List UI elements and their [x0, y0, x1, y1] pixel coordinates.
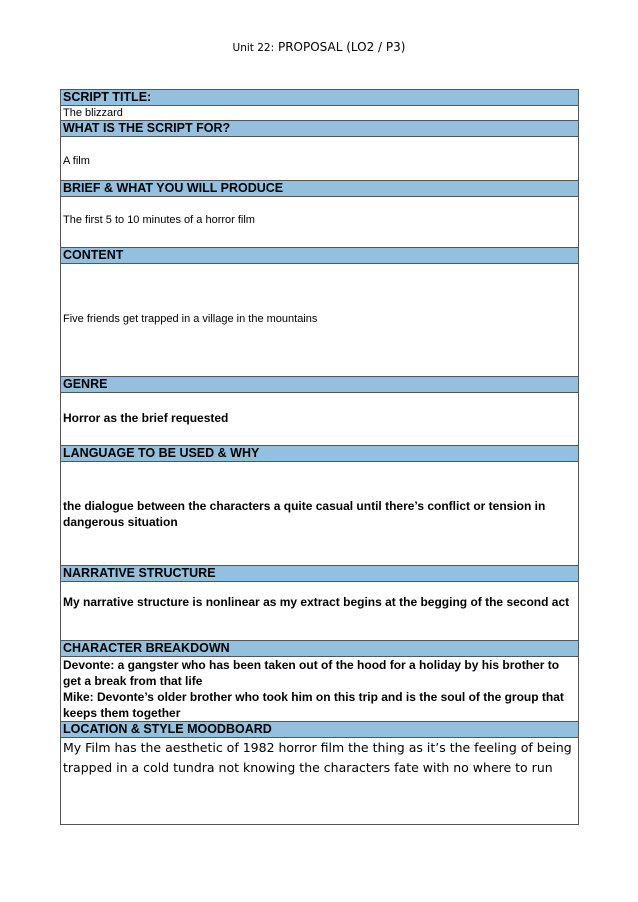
- unit-label: Unit 22:: [232, 42, 275, 54]
- section-heading-content: CONTENT: [61, 248, 579, 264]
- character-line-mike: Mike: Devonte’s older brother who took him on this trip and is the soul of the group that keeps them together: [63, 690, 564, 720]
- language-text: the dialogue between the characters a quite casual until there’s conflict or tension in dangerous situation: [63, 499, 546, 529]
- section-content-content: [61, 264, 579, 377]
- brief-text: The first 5 to 10 minutes of a horror film: [63, 214, 255, 226]
- script-for-text: A film: [63, 155, 90, 167]
- section-content-script-title: [61, 106, 579, 121]
- section-content-narrative: [61, 582, 579, 641]
- section-content-character: [61, 657, 579, 722]
- script-title-text: The blizzard: [63, 107, 123, 119]
- page-header: [0, 40, 638, 54]
- section-content-brief: [61, 197, 579, 248]
- section-heading-narrative: NARRATIVE STRUCTURE: [61, 566, 579, 582]
- section-heading-location: LOCATION & STYLE MOODBOARD: [61, 722, 579, 738]
- section-heading-character: CHARACTER BREAKDOWN: [61, 641, 579, 657]
- section-content-genre: [61, 393, 579, 446]
- character-line-devonte: Devonte: a gangster who has been taken out of the hood for a holiday by his brother to get a break from that life: [63, 658, 560, 688]
- genre-text: Horror as the brief requested: [63, 411, 229, 425]
- section-heading-brief: BRIEF & WHAT YOU WILL PRODUCE: [61, 181, 579, 197]
- section-heading-script-title: SCRIPT TITLE:: [61, 90, 579, 106]
- section-content-script-for: [61, 137, 579, 181]
- section-heading-script-for: WHAT IS THE SCRIPT FOR?: [61, 121, 579, 137]
- section-content-language: [61, 462, 579, 566]
- proposal-form: [60, 89, 579, 825]
- section-heading-genre: GENRE: [61, 377, 579, 393]
- page-title: PROPOSAL (LO2 / P3): [277, 40, 406, 54]
- narrative-text: My narrative structure is nonlinear as my extract begins at the begging of the second act: [63, 595, 570, 609]
- section-content-location: [61, 738, 579, 825]
- location-text: My Film has the aesthetic of 1982 horror film the thing as it’s the feeling of being trapped in a cold tundra not knowing the characters fate with no where to run: [63, 740, 572, 775]
- content-text: Five friends get trapped in a village in the mountains: [63, 313, 318, 325]
- section-heading-language: LANGUAGE TO BE USED & WHY: [61, 446, 579, 462]
